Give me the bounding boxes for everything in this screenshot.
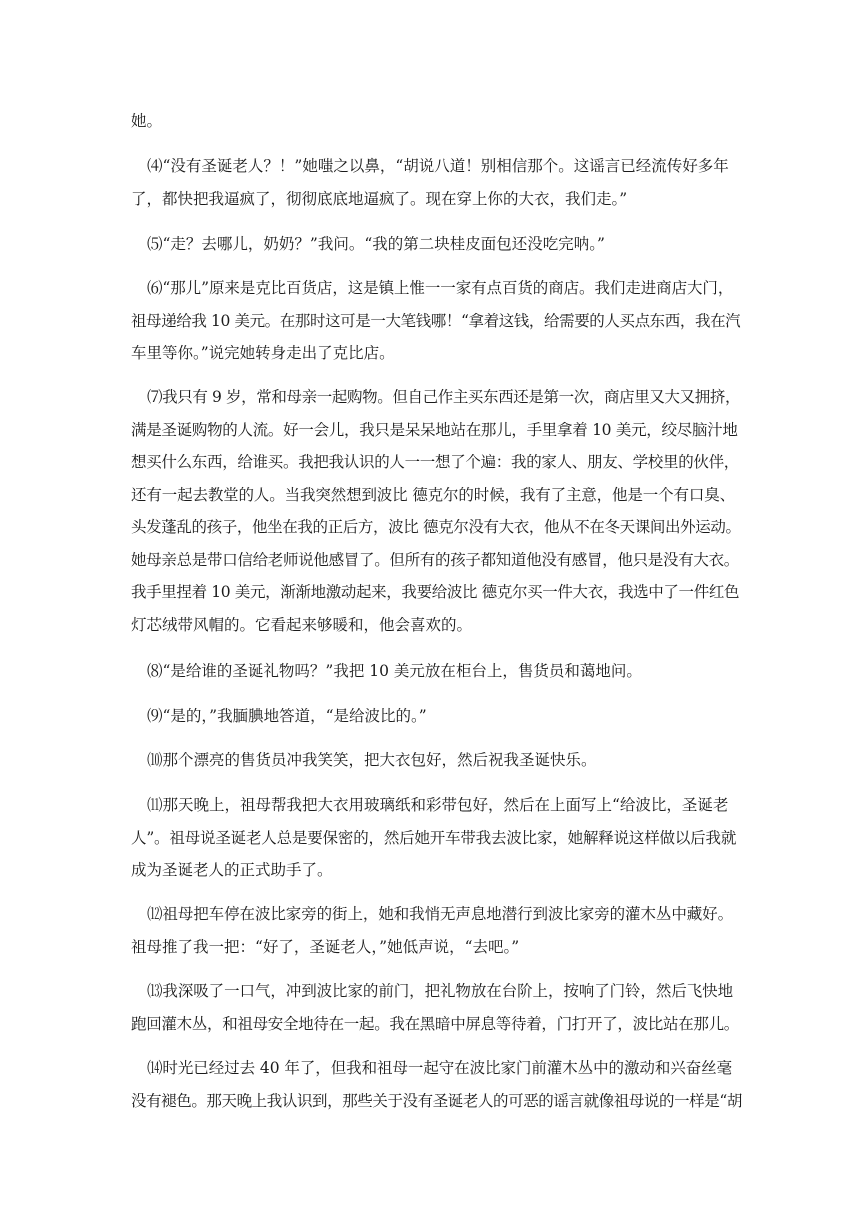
text-line: ⑽那个漂亮的售货员冲我笑笑，把大衣包好，然后祝我圣诞快乐。 <box>147 751 597 769</box>
text-line: ⑿祖母把车停在波比家旁的街上，她和我悄无声息地潜行到波比家旁的灌木丛中藏好。 <box>147 905 734 923</box>
paragraph-13 <box>131 975 740 1040</box>
text-line: ⒀我深吸了一口气，冲到波比家的前门，把礼物放在台阶上，按响了门铃，然后飞快地 <box>147 982 734 1000</box>
text-line: 想买什么东西，给谁买。我把我认识的人一一想了个遍：我的家人、朋友、学校里的伙伴， <box>131 453 740 471</box>
paragraph-3-end <box>131 105 731 138</box>
text-line: 头发蓬乱的孩子，他坐在我的正后方，波比 德克尔没有大衣，他从不在冬天课间出外运动。 <box>131 518 741 536</box>
text-line: 还有一起去教堂的人。当我突然想到波比 德克尔的时候，我有了主意，他是一个有口臭、 <box>131 485 735 504</box>
paragraph-10 <box>131 744 731 777</box>
text-line: ⑻“是给谁的圣诞礼物吗？”我把 10 美元放在柜台上，售货员和蔼地问。 <box>147 662 642 680</box>
text-line: 她。 <box>131 112 163 130</box>
text-line: 她母亲总是带口信给老师说他感冒了。但所有的孩子都知道他没有感冒，他只是没有大衣。 <box>131 550 740 569</box>
text-line: 车里等你。”说完她转身走出了克比店。 <box>131 344 395 362</box>
text-line: 我手里捏着 10 美元，渐渐地激动起来，我要给波比 德克尔买一件大衣，我选中了一件红色 <box>131 583 740 601</box>
text-line: 灯芯绒带风帽的。它看起来够暖和，他会喜欢的。 <box>131 615 473 634</box>
text-line: 祖母递给我 10 美元。在那时这可是一大笔钱哪！“拿着这钱，给需要的人买点东西，我在汽 <box>131 311 741 330</box>
paragraph-11 <box>131 789 737 887</box>
text-line: ⑸“走？去哪儿，奶奶？”我问。“我的第二块桂皮面包还没吃完呐。” <box>147 235 605 253</box>
text-line: 人”。祖母说圣诞老人总是要保密的，然后她开车带我去波比家，她解释说这样做以后我就 <box>131 828 737 847</box>
text-line: 没有褪色。那天晚上我认识到，那些关于没有圣诞老人的可恶的谣言就像祖母说的一样是“胡 <box>131 1091 742 1110</box>
text-line: ⑾那天晚上，祖母帮我把大衣用玻璃纸和彩带包好，然后在上面写上“给波比，圣诞老 <box>147 796 729 814</box>
text-line: ⒁时光已经过去 40 年了，但我和祖母一起守在波比家门前灌木丛中的激动和兴奋丝毫 <box>147 1059 733 1077</box>
paragraph-7 <box>131 381 741 641</box>
text-line: 满是圣诞购物的人流。好一会儿，我只是呆呆地站在那儿，手里拿着 10 美元，绞尽脑汁地 <box>131 420 738 439</box>
paragraph-12 <box>131 898 734 963</box>
text-line: ⑺我只有 9 岁，常和母亲一起购物。但自己作主买东西还是第一次，商店里又大又拥挤， <box>147 388 741 406</box>
paragraph-14 <box>131 1052 742 1117</box>
paragraph-8 <box>131 655 731 688</box>
text-line: ⑼“是的，”我腼腆地答道，“是给波比的。” <box>147 707 427 725</box>
paragraph-5 <box>131 228 731 261</box>
paragraph-4 <box>131 150 731 215</box>
text-line: 了，都快把我逼疯了，彻彻底底地逼疯了。现在穿上你的大衣，我们走。” <box>131 189 628 208</box>
text-line: ⑹“那儿”原来是克比百货店，这是镇上惟一一家有点百货的商店。我们走进商店大门， <box>147 279 734 297</box>
paragraph-9 <box>131 700 731 733</box>
paragraph-6 <box>131 272 741 370</box>
text-line: 成为圣诞老人的正式助手了。 <box>131 861 333 879</box>
text-line: 跑回灌木丛，和祖母安全地待在一起。我在黑暗中屏息等待着，门打开了，波比站在那儿。 <box>131 1014 740 1033</box>
text-line: 祖母推了我一把：“好了，圣诞老人，”她低声说，“去吧。” <box>131 937 520 956</box>
text-line: ⑷“没有圣诞老人？！”她嗤之以鼻，“胡说八道！别相信那个。这谣言已经流传好多年 <box>147 157 729 175</box>
